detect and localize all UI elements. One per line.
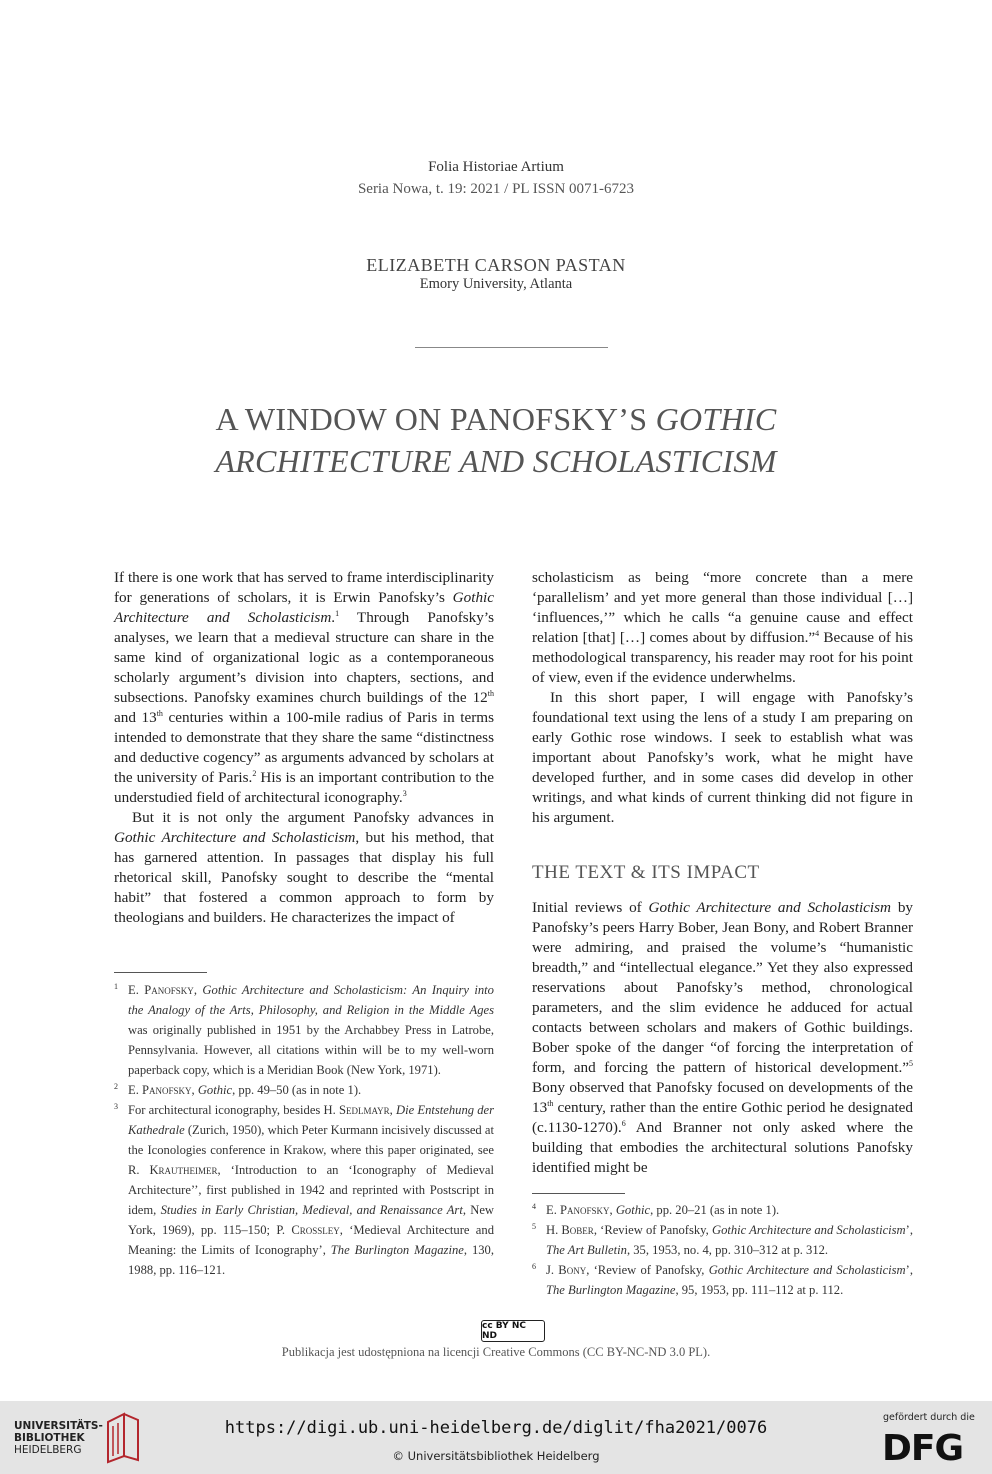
title-line1: A WINDOW ON PANOFSKY’S [215, 401, 656, 437]
footnote-ref-1[interactable]: 1 [335, 608, 340, 618]
paragraph-5: Initial reviews of Gothic Architecture and Scholasticism by Panofsky’s peers Harry Bober, Jean Bony, and Robert Branner were admiring, and praised the volume’s “humanistic breadth,” and “intellectual elegance.” Yet they also expressed reservations about Panofsky’s method, chronological parameters, and the slim evidence he adduced for actual contacts between scholars and makers of Gothic buildings. Bober spoke of the danger “of forcing the interpretation of form, and forcing the pattern of historical development.”$^5$ Bony observed that Panofsky focused on developments of the 13th century, rather than the entire Gothic period he designated (c.1130-1270).$^6$ And Branner not only asked where the building that embodies the architectural solutions Panofsky identified might be [532, 899, 914, 1176]
dfg-logo[interactable]: DFG [882, 1428, 964, 1469]
paragraph-4: In this short paper, I will engage with Panofsky’s foundational text using the lens of a study I am preparing on early Gothic rose windows. I seek to establish what was important about Panofsky’s work, what he might have developed further, and in some cases did develop in other writings, and what kinds of current thinking did not figure in his argument. [532, 689, 913, 826]
footnote-rule-right [532, 1193, 625, 1194]
paragraph-3: scholasticism as being “more concrete than a mere ‘parallelism’ and yet more general than those individual […] ‘influences,’” which he calls “a genuine cause and effect relation [that] […] comes about by diffusion.”$^4$ Because of his methodological transparency, his reader may root for his point of view, even if the evidence underwhelms. [532, 569, 913, 686]
footnote-6: 6 J. Bony, ‘Review of Panofsky, Gothic Architecture and Scholasticism’, The Burlington Magazine, 95, 1953, pp. 111–112 at p. 112. [532, 1262, 913, 1297]
paragraph-1: If there is one work that has served to frame interdisciplinarity for generations of scholars, it is Erwin Panofsky’s Gothic Architecture and Scholasticism.$^1$ Through Panofsky’s analyses, we learn that a medieval structure can share in the same kind of organizational logic as a contemporaneous scholarly argument’s division into chapters, sections, and subsections. Panofsky examines church buildings of the 12th and 13th centuries within a 100-mile radius of Paris in terms intended to demonstrate that they share the same “distinctness and deductive cogency” as arguments advanced by scholars at the university of Paris.$^2$ His is an important contribution to the understudied field of architectural iconography.$^3$ [114, 569, 495, 806]
footnote-ref-2[interactable]: 2 [252, 768, 257, 778]
footnote-2: 2 E. Panofsky, Gothic, pp. 49–50 (as in note 1). [114, 1082, 362, 1097]
body-column-right [532, 568, 913, 828]
cc-license-badge-icon[interactable]: cc BY NC ND [481, 1320, 545, 1342]
copyright-text: © Universitätsbibliothek Heidelberg [392, 1449, 600, 1463]
footnotes-right [532, 1200, 913, 1300]
body-column-right-section [532, 898, 913, 1178]
footnote-ref-6[interactable]: 6 [621, 1118, 626, 1128]
title-divider [415, 347, 608, 348]
paragraph-2: But it is not only the argument Panofsky advances in Gothic Architecture and Scholasticism, but his method, that has garnered attention. In passages that display his full rhetorical skill, Panofsky sought to describe the “mental habit” that fostered a common approach to form by theologians and builders. He characterizes the impact of [114, 809, 494, 926]
section-heading: THE TEXT & ITS IMPACT [532, 862, 760, 883]
article-title [0, 398, 992, 482]
footnote-3: 3 For architectural iconography, besides H. Sedlmayr, Die Entstehung der Kathedrale (Zurich, 1950), which Peter Kurmann incisively discussed at the Iconologies conference in Krakow, where this paper originated, see R. Krautheimer, ‘Introduction to an ‘Iconography of Medieval Architecture’’, first published in 1942 and reprinted with Postscript in idem, Studies in Early Christian, Medieval, and Renaissance Art, New York, 1969), pp. 115–150; P. Crossley, ‘Medieval Architecture and Meaning: the Limits of Iconography’, The Burlington Magazine, 130, 1988, pp. 116–121. [114, 1102, 495, 1277]
footnote-ref-4[interactable]: 4 [815, 628, 820, 638]
footnote-ref-5[interactable]: 5 [909, 1058, 913, 1068]
footnote-1: 1 E. Panofsky, Gothic Architecture and Scholasticism: An Inquiry into the Analogy of the Arts, Philosophy, and Religion in the Middle Ages was originally published in 1951 by the Archabbey Press in Latrobe, Pennsylvania. However, all citations within will be to my well-worn paperback copy, which is a Meridian Book (New York, 1971). [114, 982, 494, 1077]
author-affiliation: Emory University, Atlanta [419, 276, 573, 292]
footnote-5: 5 H. Bober, ‘Review of Panofsky, Gothic Architecture and Scholasticism’, The Art Bulletin, 35, 1953, no. 4, pp. 310–312 at p. 312. [532, 1222, 914, 1257]
page-url-link[interactable]: https://digi.ub.uni-heidelberg.de/diglit/fha2021/0076 [224, 1418, 768, 1438]
body-column-left [114, 568, 494, 928]
journal-series: Seria Nowa, t. 19: 2021 / PL ISSN 0071-6723 [357, 181, 635, 197]
footnotes-left [114, 980, 494, 1280]
journal-name: Folia Historiae Artium [428, 159, 564, 175]
title-line2-italic: ARCHITECTURE AND SCHOLASTICISM [215, 443, 777, 479]
author-name: ELIZABETH CARSON PASTAN [366, 255, 626, 275]
ub-heidelberg-logo[interactable]: UNIVERSITÄTS- BIBLIOTHEK HEIDELBERG [14, 1420, 103, 1456]
license-text: Publikacja jest udostępniona na licencji Creative Commons (CC BY-NC-ND 3.0 PL). [281, 1345, 711, 1359]
footnote-ref-3[interactable]: 3 [402, 788, 407, 798]
title-line1-italic: GOTHIC [655, 401, 777, 437]
footnote-rule-left [114, 972, 207, 973]
journal-header [0, 156, 992, 200]
dfg-funding-label: gefördert durch die [883, 1412, 975, 1423]
footnote-4: 4 E. Panofsky, Gothic, pp. 20–21 (as in note 1). [532, 1202, 780, 1217]
